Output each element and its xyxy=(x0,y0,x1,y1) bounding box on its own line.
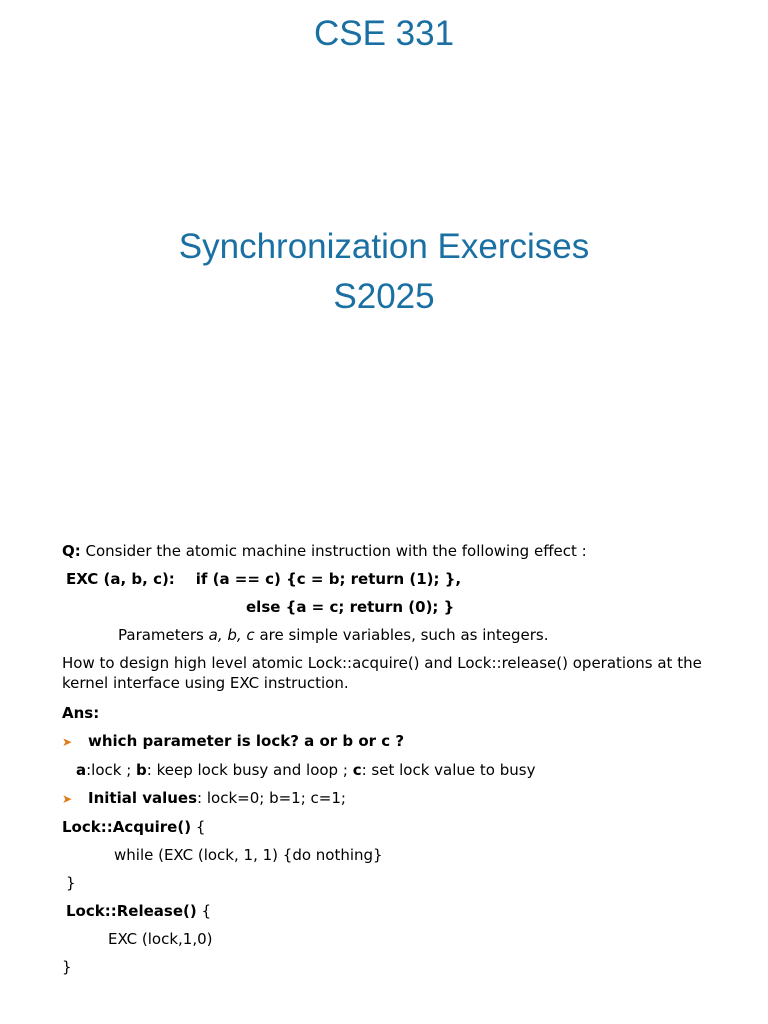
release-signature-line xyxy=(62,897,752,925)
design-question: How to design high level atomic Lock::acquire() and Lock::release() operations at the kernel interface using EXC instruction. xyxy=(62,654,702,692)
lock-param-explanation xyxy=(62,756,752,784)
initial-values-label: Initial values xyxy=(88,789,198,807)
exercise-content xyxy=(62,537,752,981)
exc-else-clause: else {a = c; return (0); } xyxy=(246,598,455,616)
explain-c-text: : set lock value to busy xyxy=(361,761,536,779)
explain-c-var: c xyxy=(352,761,362,779)
parameters-line xyxy=(62,621,752,649)
exercise-title xyxy=(0,222,768,322)
release-open-brace: { xyxy=(196,902,212,920)
explain-b-text: : keep lock busy and loop ; xyxy=(146,761,353,779)
bullet-initial-values xyxy=(62,784,752,813)
parameters-prefix: Parameters xyxy=(118,626,209,644)
release-close-brace: } xyxy=(62,958,72,976)
acquire-close-brace: } xyxy=(66,874,76,892)
release-body: EXC (lock,1,0) xyxy=(108,930,213,948)
question-line xyxy=(62,537,752,565)
acquire-signature-line xyxy=(62,813,752,841)
arrow-bullet-icon: ➤ xyxy=(62,735,73,749)
explain-a-text: :lock ; xyxy=(86,761,137,779)
acquire-body: while (EXC (lock, 1, 1) {do nothing} xyxy=(114,846,383,864)
exc-else-line xyxy=(62,593,752,621)
parameters-vars: a, b, c xyxy=(208,626,255,644)
bullet-lock-param xyxy=(62,727,752,756)
exc-definition-line xyxy=(62,565,752,593)
explain-a-var: a xyxy=(76,761,87,779)
bullet-lock-param-text: which parameter is lock? a or b or c ? xyxy=(88,732,405,750)
release-signature: Lock::Release() xyxy=(66,902,197,920)
acquire-open-brace: { xyxy=(191,818,206,836)
question-text: Consider the atomic machine instruction with the following effect : xyxy=(80,542,587,560)
exercise-title-line1: Synchronization Exercises xyxy=(178,227,590,266)
exercise-title-line2: S2025 xyxy=(333,277,435,316)
question-label: Q: xyxy=(62,542,81,560)
acquire-signature: Lock::Acquire() xyxy=(62,818,192,836)
course-title: CSE 331 xyxy=(313,14,455,53)
answer-label: Ans: xyxy=(62,704,100,722)
exc-if-clause: if (a == c) {c = b; return (1); }, xyxy=(195,570,462,588)
explain-b-var: b xyxy=(136,761,147,779)
parameters-suffix: are simple variables, such as integers. xyxy=(254,626,549,644)
initial-values-text: : lock=0; b=1; c=1; xyxy=(197,789,346,807)
arrow-bullet-icon: ➤ xyxy=(62,792,73,806)
exc-signature: EXC (a, b, c): xyxy=(66,570,175,588)
